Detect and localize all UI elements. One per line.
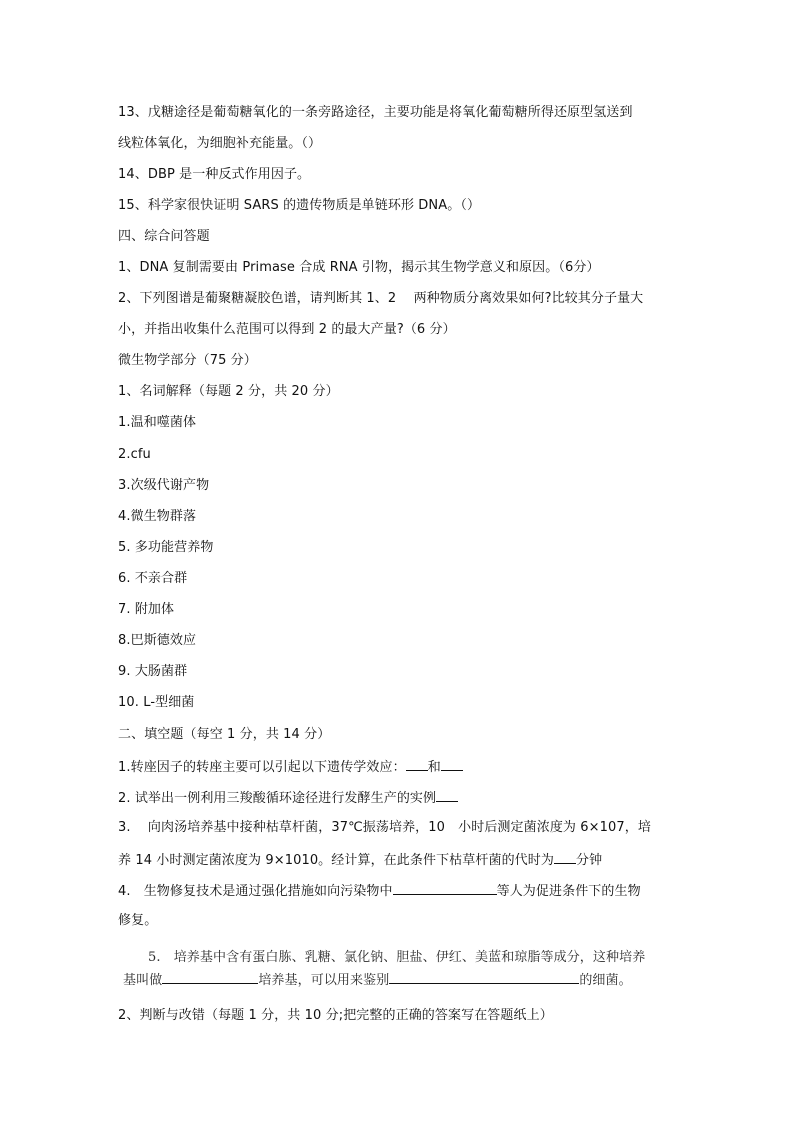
- term-8: 8.巴斯德效应: [118, 633, 197, 648]
- fill-blank-4-text-end: 等人为促进条件下的生物: [496, 884, 641, 899]
- subsection-heading-terms: 1、名词解释（每题 2 分，共 20 分）: [118, 384, 339, 399]
- term-3: 3.次级代谢产物: [118, 478, 210, 493]
- term-10: 10. L-型细菌: [118, 695, 195, 710]
- term-7: 7. 附加体: [118, 602, 175, 617]
- fill-blank-3-line-2: [118, 851, 602, 869]
- fill-blank-2: [118, 789, 458, 807]
- fill-blank-3-unit: 分钟: [576, 853, 603, 868]
- fill-blank-5-line-1: 5. 培养基中含有蛋白胨、乳糖、氯化钠、胆盐、伊红、美蓝和琼脂等成分，这种培养: [148, 950, 646, 965]
- fill-blank-1: [118, 758, 463, 776]
- term-6: 6. 不亲合群: [118, 571, 188, 586]
- section-heading-comprehensive: 四、综合问答题: [118, 229, 210, 244]
- answer-blank: [554, 851, 576, 864]
- fill-blank-3-line-1: 3. 向肉汤培养基中接种枯草杆菌，37℃振荡培养，10 小时后测定菌浓度为 6×107，培: [118, 820, 651, 835]
- question-15: 15、科学家很快证明 SARS 的遗传物质是单链环形 DNA。（）: [118, 198, 481, 213]
- question-13-line-1: 13、戊糖途径是葡萄糖氧化的一条旁路途径，主要功能是将氧化葡萄糖所得还原型氢送到: [118, 105, 633, 120]
- fill-blank-5-text: 基叫做: [123, 973, 163, 988]
- answer-blank: [393, 882, 497, 895]
- fill-blank-4-line-1: [118, 882, 641, 900]
- fill-blank-4-line-2: 修复。: [118, 913, 158, 928]
- term-1: 1.温和噬菌体: [118, 415, 197, 430]
- answer-blank: [389, 971, 579, 984]
- answer-blank: [436, 789, 458, 802]
- essay-question-2-line-1: 2、下列图谱是葡聚糖凝胶色谱，请判断其 1、2 两种物质分离效果如何?比较其分子量大: [118, 291, 644, 306]
- answer-blank: [162, 971, 258, 984]
- term-5: 5. 多功能营养物: [118, 540, 214, 555]
- question-13-line-2: 线粒体氧化，为细胞补充能量。（）: [118, 136, 322, 151]
- essay-question-2-line-2: 小，并指出收集什么范围可以得到 2 的最大产量?（6 分）: [118, 322, 456, 337]
- essay-question-1: 1、DNA 复制需要由 Primase 合成 RNA 引物，揭示其生物学意义和原因。（6分）: [118, 260, 600, 275]
- fill-blank-5-line-2: [123, 971, 632, 989]
- question-14: 14、DBP 是一种反式作用因子。: [118, 167, 311, 182]
- term-9: 9. 大肠菌群: [118, 664, 188, 679]
- fill-blank-5-text-mid: 培养基，可以用来鉴别: [258, 973, 390, 988]
- fill-blank-5-text-end: 的细菌。: [579, 973, 632, 988]
- term-4: 4.微生物群落: [118, 509, 197, 524]
- fill-blank-3-text: 养 14 小时测定菌浓度为 9×1010。经计算，在此条件下枯草杆菌的代时为: [118, 853, 554, 868]
- answer-blank: [441, 758, 463, 771]
- fill-blank-4-text: 4. 生物修复技术是通过强化措施如向污染物中: [118, 884, 393, 899]
- term-2: 2.cfu: [118, 447, 151, 462]
- fill-blank-1-text: 1.转座因子的转座主要可以引起以下遗传学效应：: [118, 760, 406, 775]
- subsection-heading-fill-blank: 二、填空题（每空 1 分，共 14 分）: [118, 727, 331, 742]
- subsection-heading-judgement: 2、判断与改错（每题 1 分，共 10 分;把完整的正确的答案写在答题纸上）: [118, 1008, 553, 1023]
- fill-blank-1-and: 和: [427, 760, 441, 775]
- fill-blank-2-text: 2. 试举出一例利用三羧酸循环途径进行发酵生产的实例: [118, 791, 437, 806]
- answer-blank: [406, 758, 428, 771]
- section-heading-microbiology: 微生物学部分（75 分）: [118, 353, 257, 368]
